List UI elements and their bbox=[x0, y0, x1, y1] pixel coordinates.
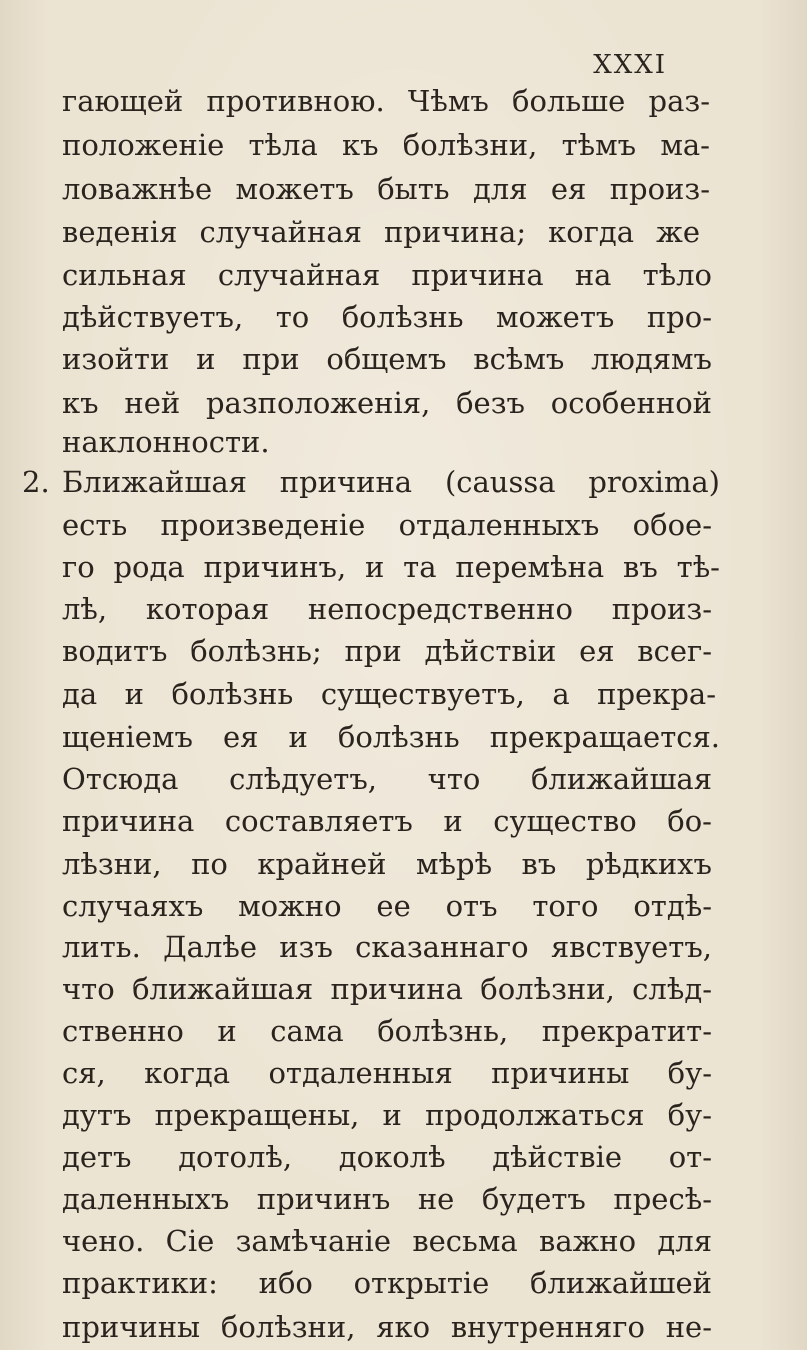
text-line: причина составляетъ и существо бо- bbox=[62, 804, 712, 838]
text-line: водитъ болѣзнь; при дѣйствіи ея всег- bbox=[62, 634, 712, 668]
text-line: детъ дотолѣ, доколѣ дѣйствіе от- bbox=[62, 1140, 712, 1174]
text-line: ственно и сама болѣзнь, прекратит- bbox=[62, 1014, 712, 1048]
text-line: ся, когда отдаленныя причины бу- bbox=[62, 1056, 712, 1090]
text-line: дутъ прекращены, и продолжаться бу- bbox=[62, 1098, 712, 1132]
text-line: Отсюда слѣдуетъ, что ближайшая bbox=[62, 762, 712, 796]
text-line: Ближайшая причина (caussa proxima) bbox=[62, 465, 720, 499]
text-line: го рода причинъ, и та перемѣна въ тѣ- bbox=[62, 550, 720, 584]
text-line: веденія случайная причина; когда же bbox=[62, 215, 700, 249]
text-line: да и болѣзнь существуетъ, а прекра- bbox=[62, 677, 716, 711]
text-line: чено. Сіе замѣчаніе весьма важно для bbox=[62, 1224, 712, 1258]
item-number: 2. bbox=[22, 465, 50, 499]
text-line: изойти и при общемъ всѣмъ людямъ bbox=[62, 342, 712, 376]
text-line: практики: ибо открытіе ближайшей bbox=[62, 1266, 712, 1300]
text-line: лѣ, которая непосредственно произ- bbox=[62, 592, 712, 626]
text-line: наклонности. bbox=[62, 425, 270, 459]
text-line: лить. Далѣе изъ сказаннаго явствуетъ, bbox=[62, 930, 712, 964]
text-line: къ ней разположенія, безъ особенной bbox=[62, 386, 712, 420]
text-line: причины болѣзни, яко внутренняго не- bbox=[62, 1310, 712, 1344]
text-line: случаяхъ можно ее отъ того отдѣ- bbox=[62, 889, 712, 923]
text-line: гающей противною. Чѣмъ больше раз- bbox=[62, 84, 710, 118]
text-line: есть произведеніе отдаленныхъ обое- bbox=[62, 508, 712, 542]
page-number: XXXI bbox=[593, 50, 667, 80]
text-line: щеніемъ ея и болѣзнь прекращается. bbox=[62, 720, 720, 754]
text-line: дѣйствуетъ, то болѣзнь можетъ про- bbox=[62, 300, 712, 334]
text-line: положеніе тѣла къ болѣзни, тѣмъ ма- bbox=[62, 128, 710, 162]
text-line: даленныхъ причинъ не будетъ пресѣ- bbox=[62, 1182, 712, 1216]
text-line: ловажнѣе можетъ быть для ея произ- bbox=[62, 172, 710, 206]
text-line: сильная случайная причина на тѣло bbox=[62, 258, 712, 292]
text-line: что ближайшая причина болѣзни, слѣд- bbox=[62, 972, 712, 1006]
text-line: лѣзни, по крайней мѣрѣ въ рѣдкихъ bbox=[62, 847, 712, 881]
